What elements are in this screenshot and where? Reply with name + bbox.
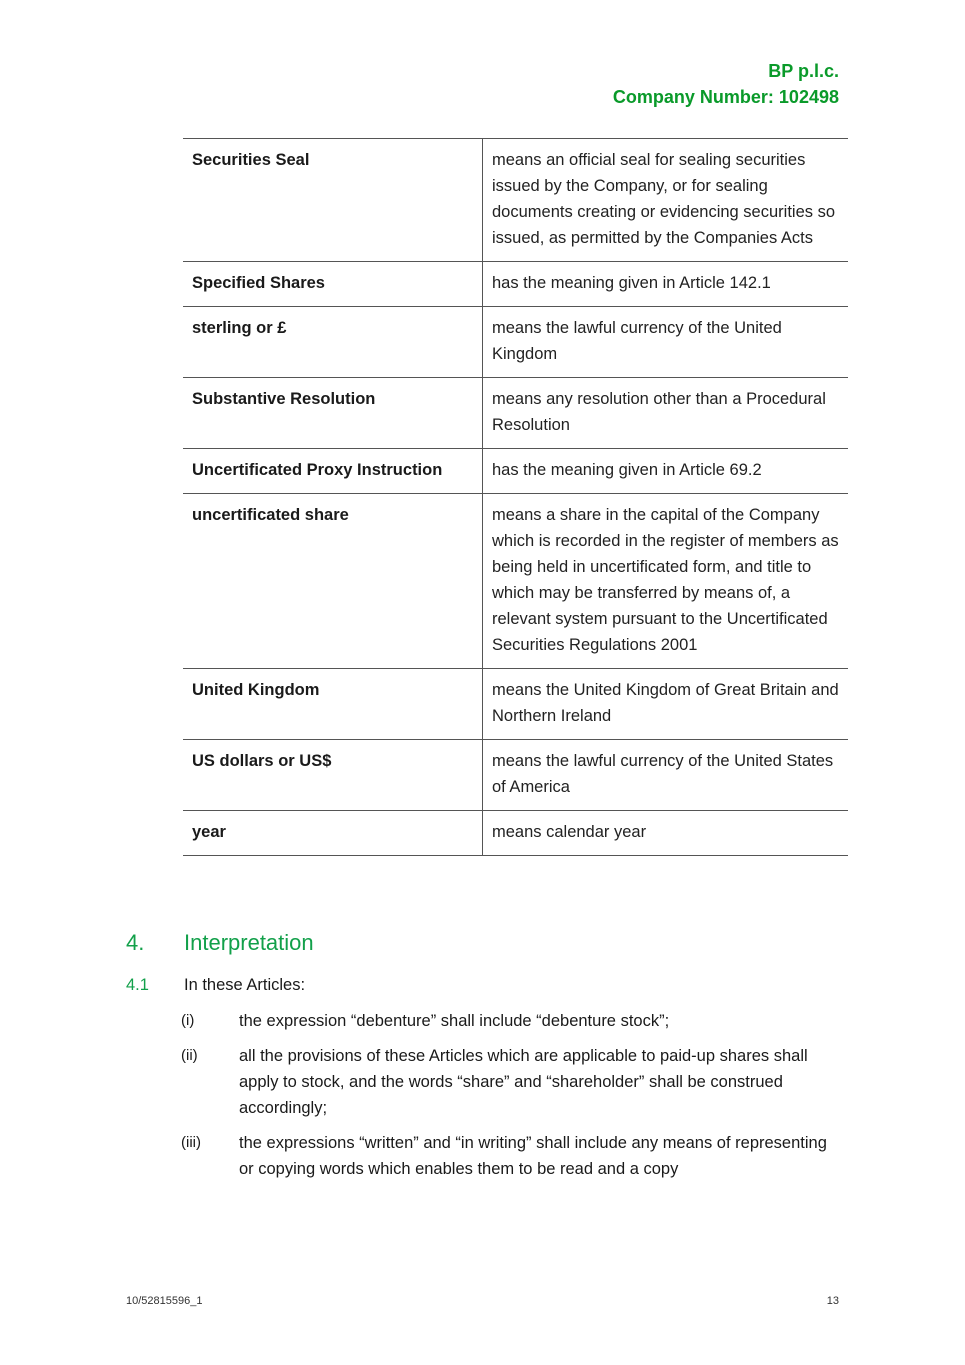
item-label: (i) bbox=[181, 1012, 195, 1029]
table-row bbox=[183, 811, 848, 856]
definition-term: Specified Shares bbox=[183, 262, 483, 307]
section-number: 4. bbox=[126, 930, 145, 955]
table-row bbox=[183, 307, 848, 378]
definition-text: means an official seal for sealing securities issued by the Company, or for sealing documents creating or evidencing securities so issued, as permitted by the Companies Acts bbox=[483, 139, 849, 262]
table-row bbox=[183, 740, 848, 811]
section-title: Interpretation bbox=[184, 930, 314, 955]
table-row bbox=[183, 262, 848, 307]
table-row bbox=[183, 449, 848, 494]
definition-term: US dollars or US$ bbox=[183, 740, 483, 811]
document-reference: 10/52815596_1 bbox=[126, 1295, 203, 1307]
clause-items bbox=[181, 1008, 841, 1191]
definitions-table bbox=[183, 138, 848, 856]
definition-term: year bbox=[183, 811, 483, 856]
list-item bbox=[181, 1043, 841, 1121]
clause-number: 4.1 bbox=[126, 976, 149, 994]
item-text: all the provisions of these Articles which are applicable to paid-up shares shall apply to stock, and the words “share” and “shareholder” shall be construed accordingly; bbox=[239, 1047, 808, 1117]
table-row bbox=[183, 139, 848, 262]
item-text: the expression “debenture” shall include “debenture stock”; bbox=[239, 1012, 670, 1030]
item-text: the expressions “written” and “in writing” shall include any means of representing or copying words which enables them to be read and a copy bbox=[239, 1134, 827, 1178]
section-heading bbox=[126, 930, 314, 956]
definition-text: means the lawful currency of the United Kingdom bbox=[483, 307, 849, 378]
table-row bbox=[183, 494, 848, 669]
definition-text: means the lawful currency of the United States of America bbox=[483, 740, 849, 811]
definition-text: means calendar year bbox=[483, 811, 849, 856]
list-item bbox=[181, 1130, 841, 1182]
table-row bbox=[183, 378, 848, 449]
definition-term: Substantive Resolution bbox=[183, 378, 483, 449]
company-name: BP p.l.c. bbox=[768, 61, 839, 81]
definition-term: Securities Seal bbox=[183, 139, 483, 262]
company-number: Company Number: 102498 bbox=[612, 87, 839, 107]
definition-term: Uncertificated Proxy Instruction bbox=[183, 449, 483, 494]
definition-text: means the United Kingdom of Great Britain and Northern Ireland bbox=[483, 669, 849, 740]
list-item bbox=[181, 1008, 841, 1034]
definition-text: means a share in the capital of the Company which is recorded in the register of members as being held in uncertificated form, and title to which may be transferred by means of, a relevant system pursuant to the Uncertificated Securities Regulations 2001 bbox=[483, 494, 849, 669]
definition-term: United Kingdom bbox=[183, 669, 483, 740]
clause-text: In these Articles: bbox=[184, 976, 306, 994]
clause bbox=[126, 972, 305, 998]
definition-text: has the meaning given in Article 69.2 bbox=[483, 449, 849, 494]
item-label: (ii) bbox=[181, 1047, 198, 1064]
definition-text: means any resolution other than a Procedural Resolution bbox=[483, 378, 849, 449]
item-label: (iii) bbox=[181, 1134, 201, 1151]
definition-term: sterling or £ bbox=[183, 307, 483, 378]
page-number: 13 bbox=[826, 1295, 839, 1307]
table-row bbox=[183, 669, 848, 740]
definition-text: has the meaning given in Article 142.1 bbox=[483, 262, 849, 307]
document-header bbox=[613, 58, 839, 110]
definition-term: uncertificated share bbox=[183, 494, 483, 669]
